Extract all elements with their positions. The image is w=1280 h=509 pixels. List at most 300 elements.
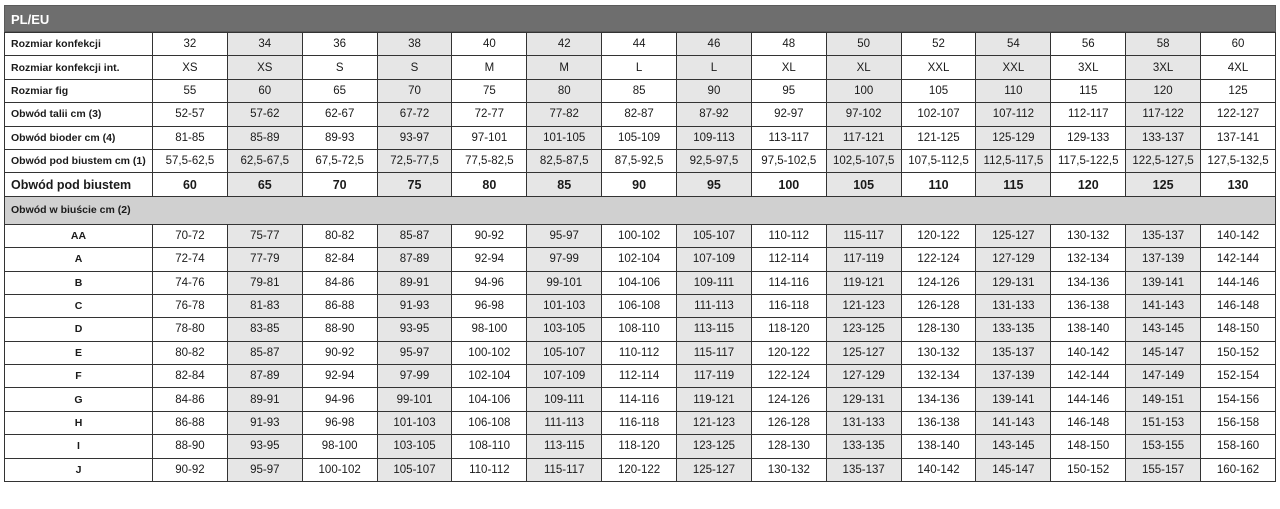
table-cell: 107-112 — [976, 103, 1051, 126]
table-cell: 113-115 — [527, 435, 602, 458]
table-cell: 102-104 — [602, 248, 677, 271]
table-cell: 120-122 — [602, 458, 677, 481]
table-cell: 86-88 — [302, 294, 377, 317]
table-cell: 148-150 — [1201, 318, 1276, 341]
table-cell: 129-133 — [1051, 126, 1126, 149]
table-cell: 60 — [227, 79, 302, 102]
table-cell: 109-111 — [527, 388, 602, 411]
table-cell: XL — [751, 56, 826, 79]
table-cell: XS — [153, 56, 228, 79]
table-cell: 92-97 — [751, 103, 826, 126]
table-cell: 101-105 — [527, 126, 602, 149]
table-cell: 98-100 — [452, 318, 527, 341]
table-cell: 107-109 — [677, 248, 752, 271]
table-cell: 119-121 — [677, 388, 752, 411]
row-label: Rozmiar fig — [5, 79, 153, 102]
table-cell: 97-99 — [377, 365, 452, 388]
table-cell: 134-136 — [901, 388, 976, 411]
table-cell: 148-150 — [1051, 435, 1126, 458]
table-cell: 138-140 — [901, 435, 976, 458]
row-label: B — [5, 271, 153, 294]
table-cell: 97,5-102,5 — [751, 149, 826, 172]
size-table — [4, 32, 1276, 482]
table-cell: 151-153 — [1126, 411, 1201, 434]
table-cell: 89-91 — [377, 271, 452, 294]
table-cell: 54 — [976, 33, 1051, 56]
section-label: Obwód w biuście cm (2) — [5, 196, 1276, 224]
table-cell: 122-127 — [1201, 103, 1276, 126]
table-cell: 125-127 — [677, 458, 752, 481]
table-cell: 123-125 — [826, 318, 901, 341]
table-cell: 65 — [302, 79, 377, 102]
table-cell: S — [302, 56, 377, 79]
table-cell: 86-88 — [153, 411, 228, 434]
row-label: E — [5, 341, 153, 364]
table-cell: 102-104 — [452, 365, 527, 388]
row-label: C — [5, 294, 153, 317]
row-label: A — [5, 248, 153, 271]
row-label: H — [5, 411, 153, 434]
table-cell: 137-139 — [1126, 248, 1201, 271]
table-cell: 110-112 — [452, 458, 527, 481]
row-label: F — [5, 365, 153, 388]
table-cell: 111-113 — [527, 411, 602, 434]
table-cell: 120-122 — [751, 341, 826, 364]
table-cell: 90-92 — [452, 224, 527, 247]
table-cell: 125-127 — [976, 224, 1051, 247]
table-cell: 60 — [1201, 33, 1276, 56]
table-cell: M — [527, 56, 602, 79]
table-row — [5, 149, 1276, 172]
table-cell: 48 — [751, 33, 826, 56]
table-cell: 102-107 — [901, 103, 976, 126]
table-cell: 100-102 — [602, 224, 677, 247]
row-label: I — [5, 435, 153, 458]
table-cell: 127-129 — [826, 365, 901, 388]
table-cell: 52-57 — [153, 103, 228, 126]
table-cell: 97-102 — [826, 103, 901, 126]
table-cell: 140-142 — [1051, 341, 1126, 364]
table-cell: 124-126 — [901, 271, 976, 294]
table-cell: 87,5-92,5 — [602, 149, 677, 172]
table-cell: 106-108 — [452, 411, 527, 434]
table-cell: 92,5-97,5 — [677, 149, 752, 172]
table-cell: 155-157 — [1126, 458, 1201, 481]
table-cell: 80-82 — [153, 341, 228, 364]
table-cell: 105 — [901, 79, 976, 102]
table-cell: 142-144 — [1051, 365, 1126, 388]
table-cell: 139-141 — [1126, 271, 1201, 294]
table-cell: 128-130 — [751, 435, 826, 458]
table-cell: 132-134 — [901, 365, 976, 388]
table-cell: 115-117 — [826, 224, 901, 247]
table-cell: 137-139 — [976, 365, 1051, 388]
table-cell: L — [602, 56, 677, 79]
table-cell: 92-94 — [452, 248, 527, 271]
table-cell: 131-133 — [976, 294, 1051, 317]
table-cell: 44 — [602, 33, 677, 56]
table-cell: 133-137 — [1126, 126, 1201, 149]
table-cell: 110-112 — [602, 341, 677, 364]
table-cell: M — [452, 56, 527, 79]
row-label: Obwód bioder cm (4) — [5, 126, 153, 149]
table-cell: 118-120 — [602, 435, 677, 458]
table-cell: 153-155 — [1126, 435, 1201, 458]
table-cell: 150-152 — [1051, 458, 1126, 481]
table-cell: 111-113 — [677, 294, 752, 317]
table-cell: 139-141 — [976, 388, 1051, 411]
table-cell: 38 — [377, 33, 452, 56]
table-cell: 115-117 — [677, 341, 752, 364]
table-cell: 52 — [901, 33, 976, 56]
table-cell: 110 — [901, 173, 976, 196]
table-cell: 50 — [826, 33, 901, 56]
table-cell: 90 — [602, 173, 677, 196]
table-cell: 125 — [1126, 173, 1201, 196]
table-cell: 108-110 — [452, 435, 527, 458]
table-cell: 127-129 — [976, 248, 1051, 271]
table-cell: 130 — [1201, 173, 1276, 196]
table-cell: 82-84 — [153, 365, 228, 388]
chart-title: PL/EU — [4, 5, 1276, 32]
table-row — [5, 126, 1276, 149]
table-cell: 46 — [677, 33, 752, 56]
section-header-row — [5, 196, 1276, 224]
table-cell: 117-119 — [826, 248, 901, 271]
table-cell: 85-87 — [377, 224, 452, 247]
table-cell: 149-151 — [1126, 388, 1201, 411]
table-cell: 94-96 — [452, 271, 527, 294]
table-cell: 135-137 — [976, 341, 1051, 364]
table-cell: 87-92 — [677, 103, 752, 126]
row-label: Obwód pod biustem cm (1) — [5, 149, 153, 172]
table-cell: 105-107 — [527, 341, 602, 364]
table-cell: 77-79 — [227, 248, 302, 271]
table-cell: 82-87 — [602, 103, 677, 126]
table-cell: 136-138 — [901, 411, 976, 434]
table-cell: 150-152 — [1201, 341, 1276, 364]
table-cell: 82-84 — [302, 248, 377, 271]
table-cell: 142-144 — [1201, 248, 1276, 271]
table-cell: 65 — [227, 173, 302, 196]
table-row — [5, 458, 1276, 481]
table-cell: 74-76 — [153, 271, 228, 294]
row-label: Obwód talii cm (3) — [5, 103, 153, 126]
table-cell: 85-89 — [227, 126, 302, 149]
table-cell: 90 — [677, 79, 752, 102]
size-chart — [4, 5, 1276, 482]
table-cell: 87-89 — [227, 365, 302, 388]
table-cell: 133-135 — [976, 318, 1051, 341]
row-label: J — [5, 458, 153, 481]
table-cell: 130-132 — [901, 341, 976, 364]
table-cell: 110-112 — [751, 224, 826, 247]
table-cell: 90-92 — [302, 341, 377, 364]
table-cell: 125-127 — [826, 341, 901, 364]
table-row — [5, 271, 1276, 294]
table-cell: 72-77 — [452, 103, 527, 126]
table-row — [5, 411, 1276, 434]
table-cell: 95-97 — [227, 458, 302, 481]
table-cell: XL — [826, 56, 901, 79]
table-cell: 132-134 — [1051, 248, 1126, 271]
table-cell: 104-106 — [452, 388, 527, 411]
table-cell: 80-82 — [302, 224, 377, 247]
table-cell: 57,5-62,5 — [153, 149, 228, 172]
table-cell: 82,5-87,5 — [527, 149, 602, 172]
table-cell: 62,5-67,5 — [227, 149, 302, 172]
table-cell: 56 — [1051, 33, 1126, 56]
table-cell: 143-145 — [1126, 318, 1201, 341]
table-cell: 101-103 — [377, 411, 452, 434]
table-cell: 121-123 — [677, 411, 752, 434]
table-cell: 116-118 — [602, 411, 677, 434]
table-cell: 3XL — [1051, 56, 1126, 79]
table-cell: 81-83 — [227, 294, 302, 317]
table-cell: 85-87 — [227, 341, 302, 364]
table-cell: 55 — [153, 79, 228, 102]
table-cell: 95-97 — [377, 341, 452, 364]
table-row — [5, 56, 1276, 79]
table-cell: 120 — [1051, 173, 1126, 196]
table-cell: 62-67 — [302, 103, 377, 126]
table-cell: 136-138 — [1051, 294, 1126, 317]
table-cell: 146-148 — [1051, 411, 1126, 434]
row-label: Rozmiar konfekcji int. — [5, 56, 153, 79]
table-cell: 85 — [602, 79, 677, 102]
table-cell: 34 — [227, 33, 302, 56]
table-cell: 112-114 — [602, 365, 677, 388]
table-cell: 112-117 — [1051, 103, 1126, 126]
table-cell: 105 — [826, 173, 901, 196]
table-cell: 89-91 — [227, 388, 302, 411]
row-label: Obwód pod biustem — [5, 173, 153, 196]
table-cell: 75 — [452, 79, 527, 102]
table-cell: 85 — [527, 173, 602, 196]
table-cell: 78-80 — [153, 318, 228, 341]
table-cell: 147-149 — [1126, 365, 1201, 388]
table-cell: 109-111 — [677, 271, 752, 294]
table-cell: 100-102 — [302, 458, 377, 481]
table-cell: 130-132 — [1051, 224, 1126, 247]
table-row — [5, 388, 1276, 411]
table-cell: 100 — [751, 173, 826, 196]
table-cell: 117,5-122,5 — [1051, 149, 1126, 172]
table-cell: 158-160 — [1201, 435, 1276, 458]
table-cell: 88-90 — [153, 435, 228, 458]
table-cell: 77-82 — [527, 103, 602, 126]
table-cell: 79-81 — [227, 271, 302, 294]
table-cell: 105-107 — [677, 224, 752, 247]
table-cell: 114-116 — [602, 388, 677, 411]
table-row — [5, 79, 1276, 102]
table-cell: 40 — [452, 33, 527, 56]
table-cell: 42 — [527, 33, 602, 56]
table-cell: 95 — [677, 173, 752, 196]
table-cell: 115 — [976, 173, 1051, 196]
table-cell: 131-133 — [826, 411, 901, 434]
table-cell: 108-110 — [602, 318, 677, 341]
table-cell: 97-101 — [452, 126, 527, 149]
table-cell: 133-135 — [826, 435, 901, 458]
table-row — [5, 33, 1276, 56]
table-cell: XXL — [901, 56, 976, 79]
table-cell: 94-96 — [302, 388, 377, 411]
row-label: G — [5, 388, 153, 411]
table-cell: 116-118 — [751, 294, 826, 317]
table-cell: 80 — [527, 79, 602, 102]
table-cell: 126-128 — [751, 411, 826, 434]
table-cell: 113-117 — [751, 126, 826, 149]
table-cell: 76-78 — [153, 294, 228, 317]
table-cell: 100-102 — [452, 341, 527, 364]
table-cell: 58 — [1126, 33, 1201, 56]
table-cell: 107,5-112,5 — [901, 149, 976, 172]
table-cell: 88-90 — [302, 318, 377, 341]
table-cell: 113-115 — [677, 318, 752, 341]
table-cell: 145-147 — [1126, 341, 1201, 364]
table-cell: 105-107 — [377, 458, 452, 481]
table-cell: 118-120 — [751, 318, 826, 341]
table-cell: 124-126 — [751, 388, 826, 411]
table-cell: 72,5-77,5 — [377, 149, 452, 172]
table-cell: 145-147 — [976, 458, 1051, 481]
table-cell: 107-109 — [527, 365, 602, 388]
table-cell: XS — [227, 56, 302, 79]
table-cell: 93-95 — [377, 318, 452, 341]
table-cell: 144-146 — [1201, 271, 1276, 294]
table-cell: 127,5-132,5 — [1201, 149, 1276, 172]
table-row — [5, 318, 1276, 341]
table-cell: 119-121 — [826, 271, 901, 294]
table-row — [5, 248, 1276, 271]
table-cell: 90-92 — [153, 458, 228, 481]
table-cell: 130-132 — [751, 458, 826, 481]
table-cell: 103-105 — [527, 318, 602, 341]
table-cell: 102,5-107,5 — [826, 149, 901, 172]
table-row — [5, 341, 1276, 364]
table-cell: 95 — [751, 79, 826, 102]
table-cell: 91-93 — [377, 294, 452, 317]
table-cell: 123-125 — [677, 435, 752, 458]
table-cell: 70 — [377, 79, 452, 102]
table-cell: 36 — [302, 33, 377, 56]
table-cell: 100 — [826, 79, 901, 102]
table-cell: 57-62 — [227, 103, 302, 126]
table-cell: 75 — [377, 173, 452, 196]
table-cell: 152-154 — [1201, 365, 1276, 388]
table-cell: 134-136 — [1051, 271, 1126, 294]
table-cell: 84-86 — [302, 271, 377, 294]
table-cell: 99-101 — [377, 388, 452, 411]
table-row — [5, 103, 1276, 126]
table-cell: L — [677, 56, 752, 79]
table-cell: 60 — [153, 173, 228, 196]
table-cell: 125 — [1201, 79, 1276, 102]
table-cell: 67,5-72,5 — [302, 149, 377, 172]
row-label: D — [5, 318, 153, 341]
table-cell: 138-140 — [1051, 318, 1126, 341]
cup-rows — [5, 224, 1276, 481]
table-cell: 125-129 — [976, 126, 1051, 149]
table-cell: 91-93 — [227, 411, 302, 434]
table-cell: 112-114 — [751, 248, 826, 271]
row-label: AA — [5, 224, 153, 247]
table-row — [5, 294, 1276, 317]
size-rows — [5, 33, 1276, 197]
table-cell: 3XL — [1126, 56, 1201, 79]
table-cell: 135-137 — [826, 458, 901, 481]
table-cell: 98-100 — [302, 435, 377, 458]
table-cell: 110 — [976, 79, 1051, 102]
table-cell: 120 — [1126, 79, 1201, 102]
table-cell: 93-97 — [377, 126, 452, 149]
table-cell: 81-85 — [153, 126, 228, 149]
bust-section — [5, 196, 1276, 224]
table-cell: 121-123 — [826, 294, 901, 317]
table-cell: 137-141 — [1201, 126, 1276, 149]
table-cell: 112,5-117,5 — [976, 149, 1051, 172]
table-row — [5, 365, 1276, 388]
table-cell: 126-128 — [901, 294, 976, 317]
table-cell: 87-89 — [377, 248, 452, 271]
table-cell: XXL — [976, 56, 1051, 79]
table-cell: 4XL — [1201, 56, 1276, 79]
table-row — [5, 173, 1276, 196]
table-cell: 140-142 — [1201, 224, 1276, 247]
table-cell: 83-85 — [227, 318, 302, 341]
table-cell: 93-95 — [227, 435, 302, 458]
table-cell: 114-116 — [751, 271, 826, 294]
table-cell: 122,5-127,5 — [1126, 149, 1201, 172]
table-cell: S — [377, 56, 452, 79]
table-cell: 106-108 — [602, 294, 677, 317]
table-cell: 67-72 — [377, 103, 452, 126]
table-cell: 144-146 — [1051, 388, 1126, 411]
table-cell: 135-137 — [1126, 224, 1201, 247]
table-cell: 115-117 — [527, 458, 602, 481]
table-cell: 70 — [302, 173, 377, 196]
row-label: Rozmiar konfekcji — [5, 33, 153, 56]
table-cell: 101-103 — [527, 294, 602, 317]
table-cell: 32 — [153, 33, 228, 56]
table-cell: 141-143 — [976, 411, 1051, 434]
table-cell: 77,5-82,5 — [452, 149, 527, 172]
table-cell: 156-158 — [1201, 411, 1276, 434]
table-cell: 97-99 — [527, 248, 602, 271]
table-cell: 129-131 — [826, 388, 901, 411]
table-cell: 143-145 — [976, 435, 1051, 458]
table-cell: 96-98 — [302, 411, 377, 434]
table-cell: 84-86 — [153, 388, 228, 411]
table-cell: 92-94 — [302, 365, 377, 388]
table-cell: 99-101 — [527, 271, 602, 294]
table-cell: 117-119 — [677, 365, 752, 388]
table-cell: 72-74 — [153, 248, 228, 271]
table-cell: 80 — [452, 173, 527, 196]
table-cell: 115 — [1051, 79, 1126, 102]
table-cell: 128-130 — [901, 318, 976, 341]
table-cell: 70-72 — [153, 224, 228, 247]
table-cell: 160-162 — [1201, 458, 1276, 481]
table-cell: 105-109 — [602, 126, 677, 149]
table-cell: 122-124 — [751, 365, 826, 388]
table-cell: 117-122 — [1126, 103, 1201, 126]
table-cell: 95-97 — [527, 224, 602, 247]
table-cell: 117-121 — [826, 126, 901, 149]
table-cell: 103-105 — [377, 435, 452, 458]
table-cell: 89-93 — [302, 126, 377, 149]
